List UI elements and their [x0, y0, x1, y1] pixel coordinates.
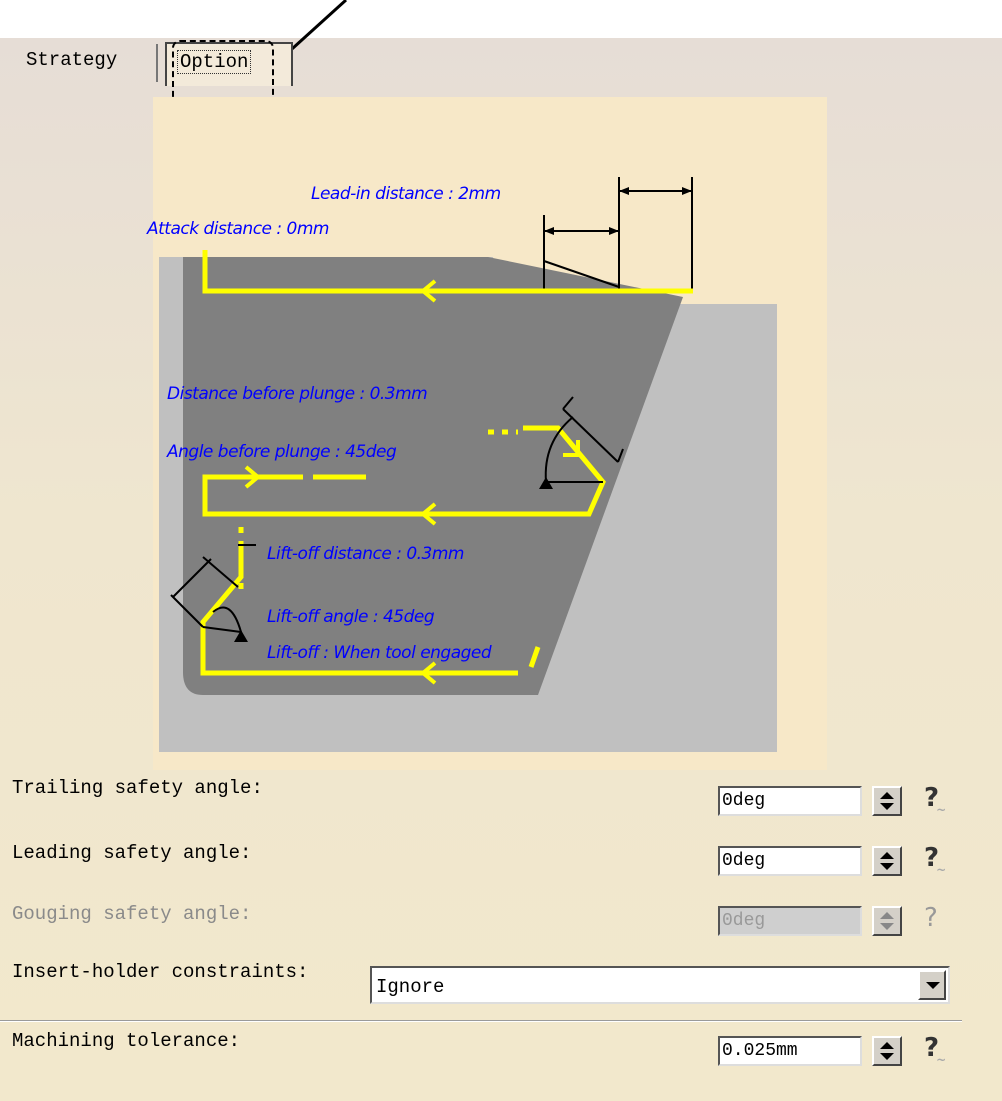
distance-before-plunge-label: Distance before plunge : 0.3mm	[167, 384, 428, 404]
machining-tolerance-input[interactable]: 0.025mm	[718, 1036, 862, 1066]
help-tail-icon: ~	[936, 1053, 947, 1067]
lead-in-distance-label: Lead-in distance : 2mm	[311, 184, 501, 204]
machining-tolerance-spinner[interactable]	[872, 1036, 902, 1066]
tab-option-label: Option	[177, 50, 251, 74]
insert-holder-constraints-label: Insert-holder constraints:	[12, 961, 309, 983]
dropdown-arrow-icon[interactable]	[918, 970, 946, 1000]
lift-off-angle-label: Lift-off angle : 45deg	[267, 607, 435, 627]
help-icon-glyph: ?	[924, 783, 940, 813]
leading-safety-angle-label: Leading safety angle:	[12, 842, 252, 864]
help-icon-glyph: ?	[924, 843, 940, 873]
lift-off-distance-label: Lift-off distance : 0.3mm	[267, 544, 464, 564]
gouging-safety-angle-spinner	[872, 906, 902, 936]
tab-separator	[156, 44, 158, 82]
insert-holder-constraints-value: Ignore	[376, 976, 445, 998]
separator-line	[0, 1020, 962, 1022]
lead-in-dimension	[544, 177, 692, 289]
leading-safety-angle-input[interactable]: 0deg	[718, 846, 862, 876]
lift-off-label: Lift-off : When tool engaged	[267, 643, 492, 663]
trailing-safety-angle-spinner[interactable]	[872, 786, 902, 816]
angle-before-plunge-label: Angle before plunge : 45deg	[167, 442, 397, 462]
leading-safety-angle-spinner[interactable]	[872, 846, 902, 876]
gouging-help-icon: ?	[924, 903, 938, 933]
tab-strategy[interactable]: Strategy	[26, 49, 118, 71]
gouging-safety-angle-input: 0deg	[718, 906, 862, 936]
trailing-help-icon[interactable]	[924, 783, 949, 817]
attack-distance-label: Attack distance : 0mm	[147, 219, 329, 239]
leading-help-icon[interactable]	[924, 843, 949, 877]
tolerance-help-icon[interactable]	[924, 1033, 949, 1067]
gouging-safety-angle-label: Gouging safety angle:	[12, 903, 252, 925]
trailing-safety-angle-label: Trailing safety angle:	[12, 777, 263, 799]
annotation-arrow	[0, 0, 1002, 110]
turning-diagram	[147, 97, 827, 770]
insert-holder-constraints-select[interactable]	[370, 966, 950, 1004]
trailing-safety-angle-input[interactable]: 0deg	[718, 786, 862, 816]
help-tail-icon: ~	[936, 863, 947, 877]
help-icon-glyph: ?	[924, 1033, 940, 1063]
help-tail-icon: ~	[936, 803, 947, 817]
machining-tolerance-label: Machining tolerance:	[12, 1030, 241, 1052]
